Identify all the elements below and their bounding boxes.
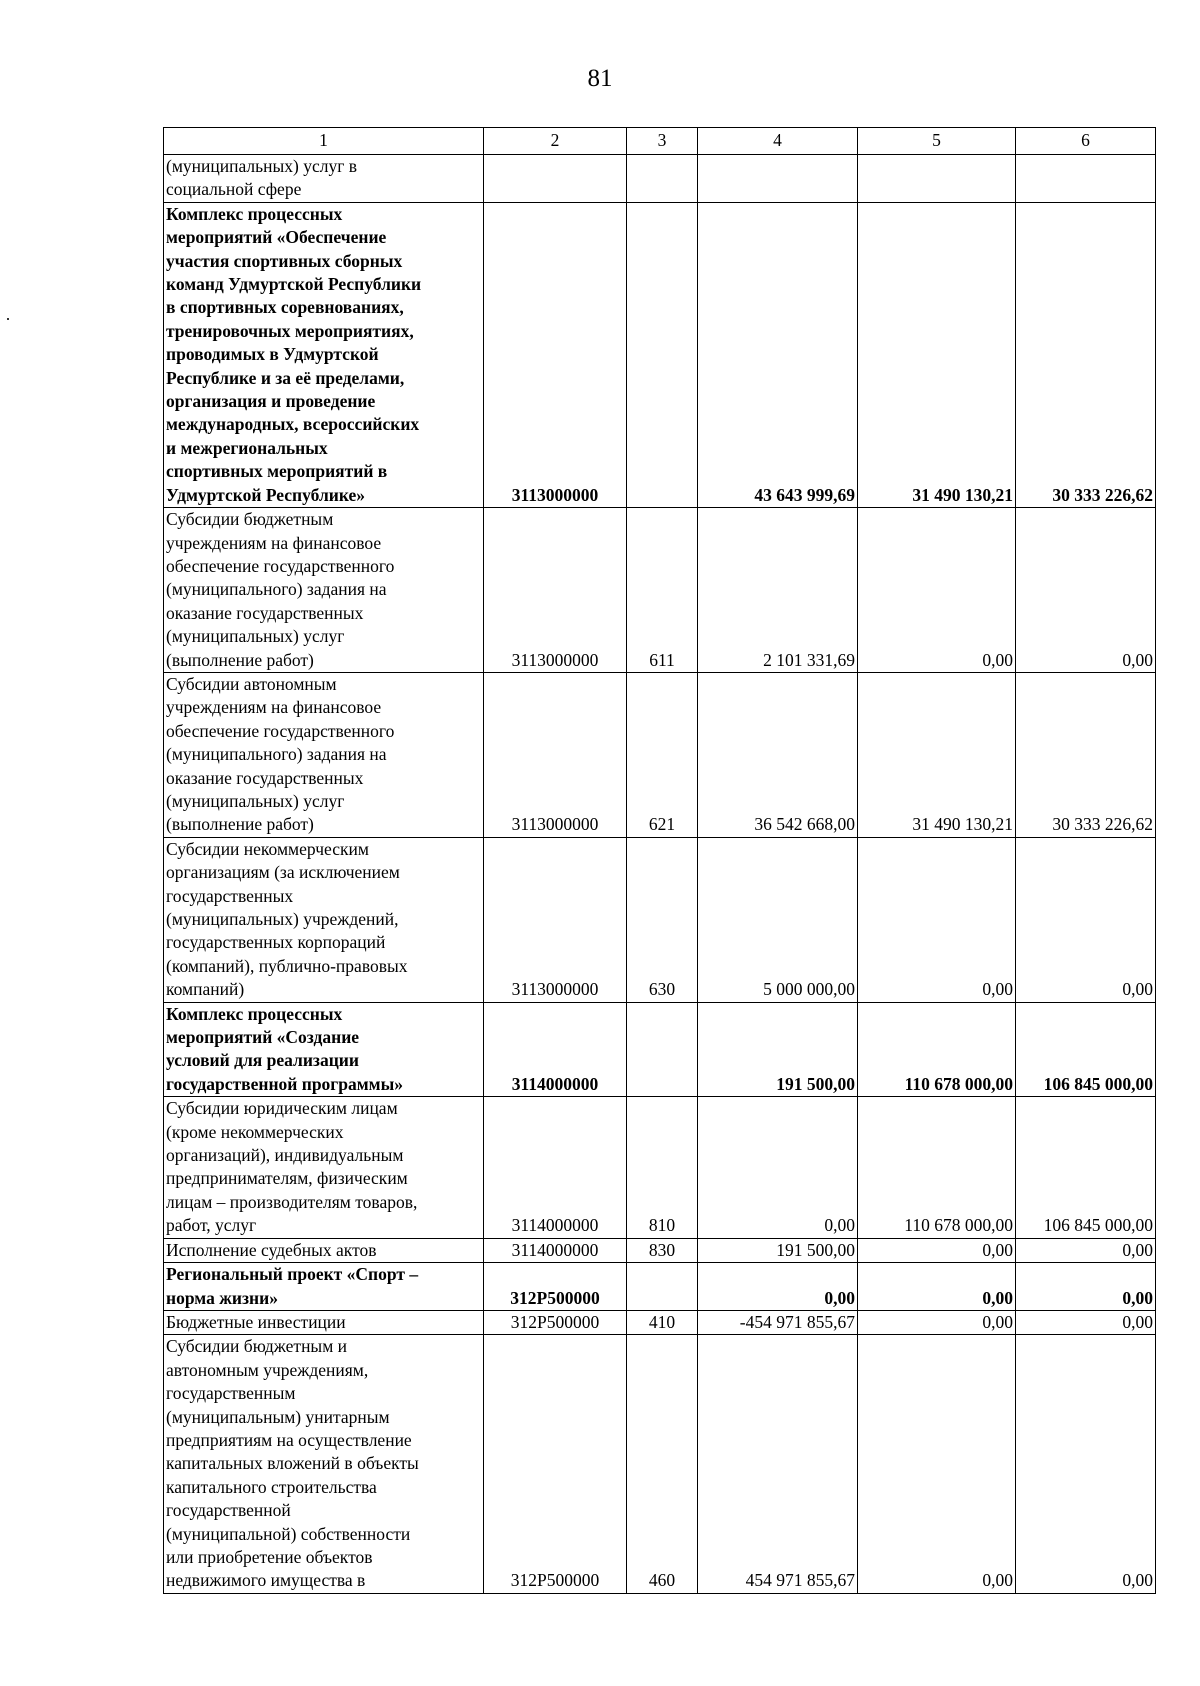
- row-name-cell: Субсидии бюджетным учреждениям на финансовое обеспечение государственного (муниципального) задания на оказание государственных (муниципальных) услуг (выполнение работ): [164, 508, 484, 673]
- table-row: [164, 1263, 1156, 1311]
- row-amount-col6-cell: 30 333 226,62: [1016, 672, 1156, 837]
- row-name-cell: Субсидии бюджетным и автономным учреждениям, государственным (муниципальным) унитарным предприятиям на осуществление капитальных вложений в объекты капитального строительства государственной (муниципальной) собственности или приобретение объектов недвижимого имущества в: [164, 1335, 484, 1593]
- row-code-cell: 3113000000: [484, 672, 627, 837]
- table-row: [164, 837, 1156, 1002]
- header-row: [164, 128, 1156, 155]
- row-name-cell: Комплекс процессных мероприятий «Создание условий для реализации государственной программы»: [164, 1002, 484, 1097]
- table-row: [164, 1238, 1156, 1262]
- row-amount-col6-cell: [1016, 155, 1156, 203]
- row-amount-col6-cell: 106 845 000,00: [1016, 1002, 1156, 1097]
- row-amount-col4-cell: 43 643 999,69: [698, 202, 858, 507]
- row-code-cell: 3113000000: [484, 508, 627, 673]
- row-amount-col4-cell: [698, 155, 858, 203]
- row-amount-col4-cell: 454 971 855,67: [698, 1335, 858, 1593]
- row-amount-col4-cell: 0,00: [698, 1263, 858, 1311]
- row-name-cell: Комплекс процессных мероприятий «Обеспечение участия спортивных сборных команд Удмуртской Республики в спортивных соревнованиях, тренировочных мероприятиях, проводимых в Удмуртской Республике и за её пределами, организация и проведение международных, всероссийских и межрегиональных спортивных мероприятий в Удмуртской Республике»: [164, 202, 484, 507]
- row-expense-type-cell: 621: [627, 672, 698, 837]
- row-expense-type-cell: 611: [627, 508, 698, 673]
- row-amount-col6-cell: 0,00: [1016, 837, 1156, 1002]
- row-expense-type-cell: 410: [627, 1310, 698, 1334]
- row-amount-col5-cell: 0,00: [858, 1263, 1016, 1311]
- table-row: [164, 1335, 1156, 1593]
- row-amount-col6-cell: 0,00: [1016, 1310, 1156, 1334]
- page-number: 81: [587, 65, 613, 92]
- row-amount-col4-cell: 2 101 331,69: [698, 508, 858, 673]
- row-code-cell: 312P500000: [484, 1263, 627, 1311]
- table-row: [164, 202, 1156, 507]
- row-expense-type-cell: 830: [627, 1238, 698, 1262]
- row-name-cell: Исполнение судебных актов: [164, 1238, 484, 1262]
- row-code-cell: 3114000000: [484, 1002, 627, 1097]
- row-amount-col4-cell: 0,00: [698, 1097, 858, 1238]
- column-header-2: 2: [484, 128, 627, 155]
- row-name-cell: Субсидии автономным учреждениям на финансовое обеспечение государственного (муниципального) задания на оказание государственных (муниципальных) услуг (выполнение работ): [164, 672, 484, 837]
- table-row: [164, 1097, 1156, 1238]
- row-expense-type-cell: [627, 1002, 698, 1097]
- row-amount-col4-cell: 191 500,00: [698, 1238, 858, 1262]
- table-header: [164, 128, 1156, 155]
- row-amount-col4-cell: 36 542 668,00: [698, 672, 858, 837]
- row-code-cell: [484, 155, 627, 203]
- row-amount-col5-cell: 0,00: [858, 1335, 1016, 1593]
- row-amount-col6-cell: 0,00: [1016, 1238, 1156, 1262]
- row-code-cell: 3113000000: [484, 837, 627, 1002]
- row-name-cell: Субсидии юридическим лицам (кроме некоммерческих организаций), индивидуальным предпринимателям, физическим лицам – производителям товаров, работ, услуг: [164, 1097, 484, 1238]
- row-amount-col5-cell: 31 490 130,21: [858, 672, 1016, 837]
- row-amount-col5-cell: 31 490 130,21: [858, 202, 1016, 507]
- table-row: [164, 672, 1156, 837]
- table-row: [164, 508, 1156, 673]
- row-expense-type-cell: [627, 1263, 698, 1311]
- row-amount-col4-cell: -454 971 855,67: [698, 1310, 858, 1334]
- row-expense-type-cell: 810: [627, 1097, 698, 1238]
- row-code-cell: 3113000000: [484, 202, 627, 507]
- row-expense-type-cell: [627, 202, 698, 507]
- row-amount-col5-cell: 110 678 000,00: [858, 1097, 1016, 1238]
- table-row: [164, 1310, 1156, 1334]
- budget-table: [163, 127, 1156, 1594]
- table-body: [164, 155, 1156, 1594]
- row-amount-col5-cell: 0,00: [858, 1310, 1016, 1334]
- row-amount-col5-cell: 0,00: [858, 1238, 1016, 1262]
- row-name-cell: Региональный проект «Спорт – норма жизни»: [164, 1263, 484, 1311]
- column-header-1: 1: [164, 128, 484, 155]
- row-name-cell: (муниципальных) услуг в социальной сфере: [164, 155, 484, 203]
- row-name-cell: Бюджетные инвестиции: [164, 1310, 484, 1334]
- row-amount-col6-cell: 106 845 000,00: [1016, 1097, 1156, 1238]
- row-name-cell: Субсидии некоммерческим организациям (за исключением государственных (муниципальных) учреждений, государственных корпораций (компаний), публично-правовых компаний): [164, 837, 484, 1002]
- row-amount-col5-cell: 0,00: [858, 508, 1016, 673]
- row-amount-col4-cell: 191 500,00: [698, 1002, 858, 1097]
- row-amount-col6-cell: 0,00: [1016, 1335, 1156, 1593]
- column-header-6: 6: [1016, 128, 1156, 155]
- row-amount-col6-cell: 0,00: [1016, 508, 1156, 673]
- row-expense-type-cell: [627, 155, 698, 203]
- row-amount-col4-cell: 5 000 000,00: [698, 837, 858, 1002]
- row-expense-type-cell: 460: [627, 1335, 698, 1593]
- row-expense-type-cell: 630: [627, 837, 698, 1002]
- row-amount-col5-cell: [858, 155, 1016, 203]
- row-amount-col5-cell: 0,00: [858, 837, 1016, 1002]
- table-row: [164, 1002, 1156, 1097]
- column-header-5: 5: [858, 128, 1016, 155]
- row-amount-col6-cell: 0,00: [1016, 1263, 1156, 1311]
- row-code-cell: 3114000000: [484, 1238, 627, 1262]
- row-amount-col6-cell: 30 333 226,62: [1016, 202, 1156, 507]
- margin-mark: [7, 318, 9, 320]
- row-code-cell: 3114000000: [484, 1097, 627, 1238]
- column-header-3: 3: [627, 128, 698, 155]
- row-code-cell: 312P500000: [484, 1335, 627, 1593]
- row-code-cell: 312P500000: [484, 1310, 627, 1334]
- column-header-4: 4: [698, 128, 858, 155]
- row-amount-col5-cell: 110 678 000,00: [858, 1002, 1016, 1097]
- table-row: [164, 155, 1156, 203]
